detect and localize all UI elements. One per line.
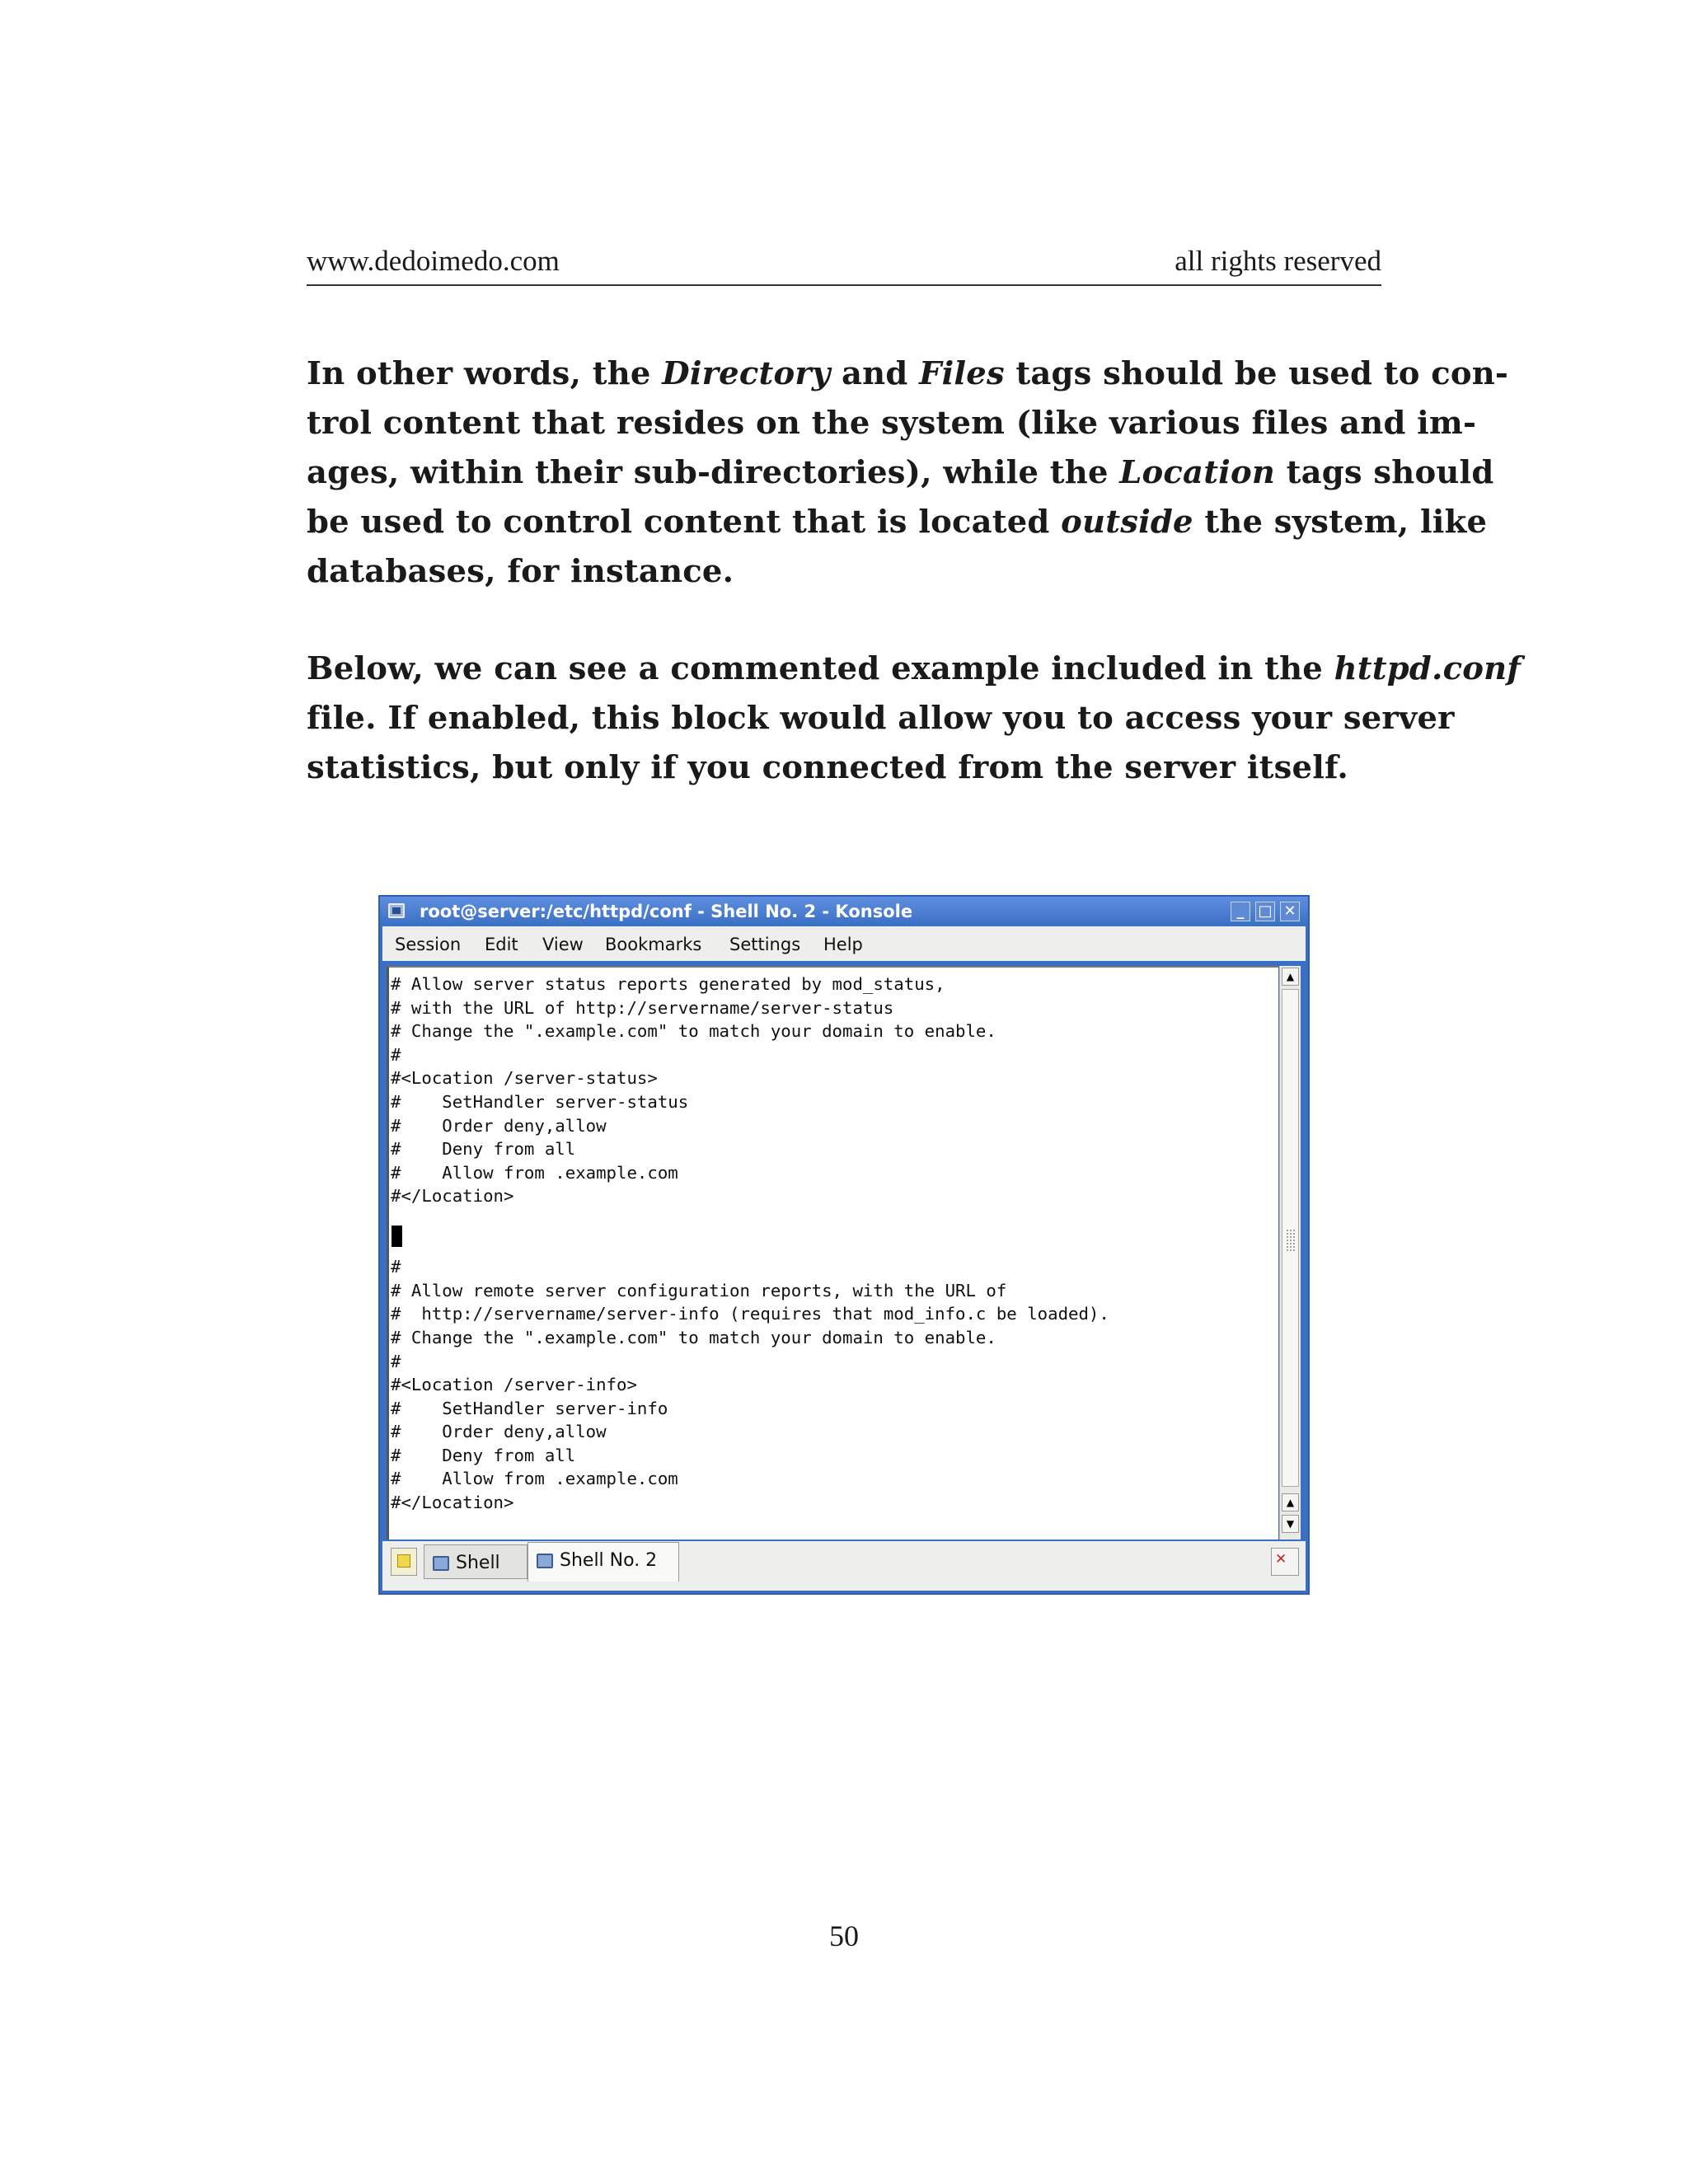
terminal-area[interactable] — [387, 966, 1278, 1540]
tab-shell[interactable] — [424, 1544, 528, 1579]
text-cursor — [392, 1226, 402, 1247]
p1-line-5: databases, for instance. — [307, 553, 734, 590]
grip-icon — [1286, 1229, 1296, 1252]
paragraph-2 — [307, 644, 1522, 793]
tab-label: Shell — [456, 1553, 500, 1573]
menu-view[interactable]: View — [542, 935, 584, 954]
p2-line-3: statistics, but only if you connected from the server itself. — [307, 749, 1349, 786]
maximize-button[interactable]: □ — [1255, 902, 1275, 921]
terminal-icon — [537, 1554, 553, 1568]
menu-bar — [382, 926, 1306, 961]
terminal-icon — [433, 1556, 449, 1571]
tab-shell-no-2[interactable] — [528, 1542, 679, 1582]
menu-edit[interactable]: Edit — [485, 935, 518, 954]
p1-line-3: ages, within their sub-directories), while the Location tags should — [307, 454, 1494, 491]
window-title: root@server:/etc/httpd/conf - Shell No. 2 - Konsole — [420, 902, 913, 921]
menu-settings[interactable]: Settings — [729, 935, 801, 954]
minimize-button[interactable]: _ — [1231, 902, 1250, 921]
scroll-up-arrow-icon[interactable]: ▲ — [1282, 968, 1299, 986]
rights-notice: all rights reserved — [1175, 245, 1381, 277]
konsole-app-icon — [388, 903, 405, 918]
p1-line-1: In other words, the Directory and Files tags should be used to con- — [307, 355, 1509, 392]
scrollbar-thumb[interactable] — [1282, 989, 1299, 1487]
p2-line-2: file. If enabled, this block would allow you to access your server — [307, 700, 1455, 737]
close-button[interactable]: ✕ — [1280, 902, 1300, 921]
tab-bar — [382, 1541, 1306, 1591]
konsole-window — [378, 895, 1310, 1595]
new-tab-button[interactable] — [391, 1548, 417, 1576]
paragraph-1 — [307, 349, 1509, 597]
p1-line-2: trol content that resides on the system (like various files and im- — [307, 405, 1477, 442]
terminal-output: # Allow server status reports generated by mod_status, # with the URL of http://servername/server-status # Change the ".example.com" to match your domain to enable. # #<Location /server-status> # SetHandler server-status # Order deny,allow # Deny from all # Allow from .example.com #</Location> # # Allow remote server configuration reports, with the URL of # http://servername/server-info (requires that mod_info.c be loaded). # Change the ".example.com" to match your domain to enable. # #<Location /server-info> # SetHandler server-info # Order deny,allow # Deny from all # Allow from .example.com #</Location> — [391, 974, 1109, 1513]
scrollbar[interactable] — [1279, 966, 1301, 1540]
menu-bookmarks[interactable]: Bookmarks — [605, 935, 702, 954]
page-number: 50 — [829, 1919, 859, 1952]
menu-session[interactable]: Session — [395, 935, 462, 954]
menu-help[interactable]: Help — [823, 935, 863, 954]
site-url: www.dedoimedo.com — [307, 245, 560, 277]
close-tab-button[interactable] — [1271, 1548, 1299, 1576]
p1-line-4: be used to control content that is located outside the system, like — [307, 504, 1488, 541]
page-header — [307, 245, 1381, 286]
tab-label: Shell No. 2 — [560, 1550, 658, 1571]
scroll-down-arrow-icon[interactable]: ▼ — [1282, 1515, 1299, 1533]
scroll-up-arrow-icon-2[interactable]: ▲ — [1282, 1493, 1299, 1511]
title-bar[interactable] — [380, 897, 1308, 926]
p2-line-1: Below, we can see a commented example included in the httpd.conf — [307, 650, 1522, 687]
